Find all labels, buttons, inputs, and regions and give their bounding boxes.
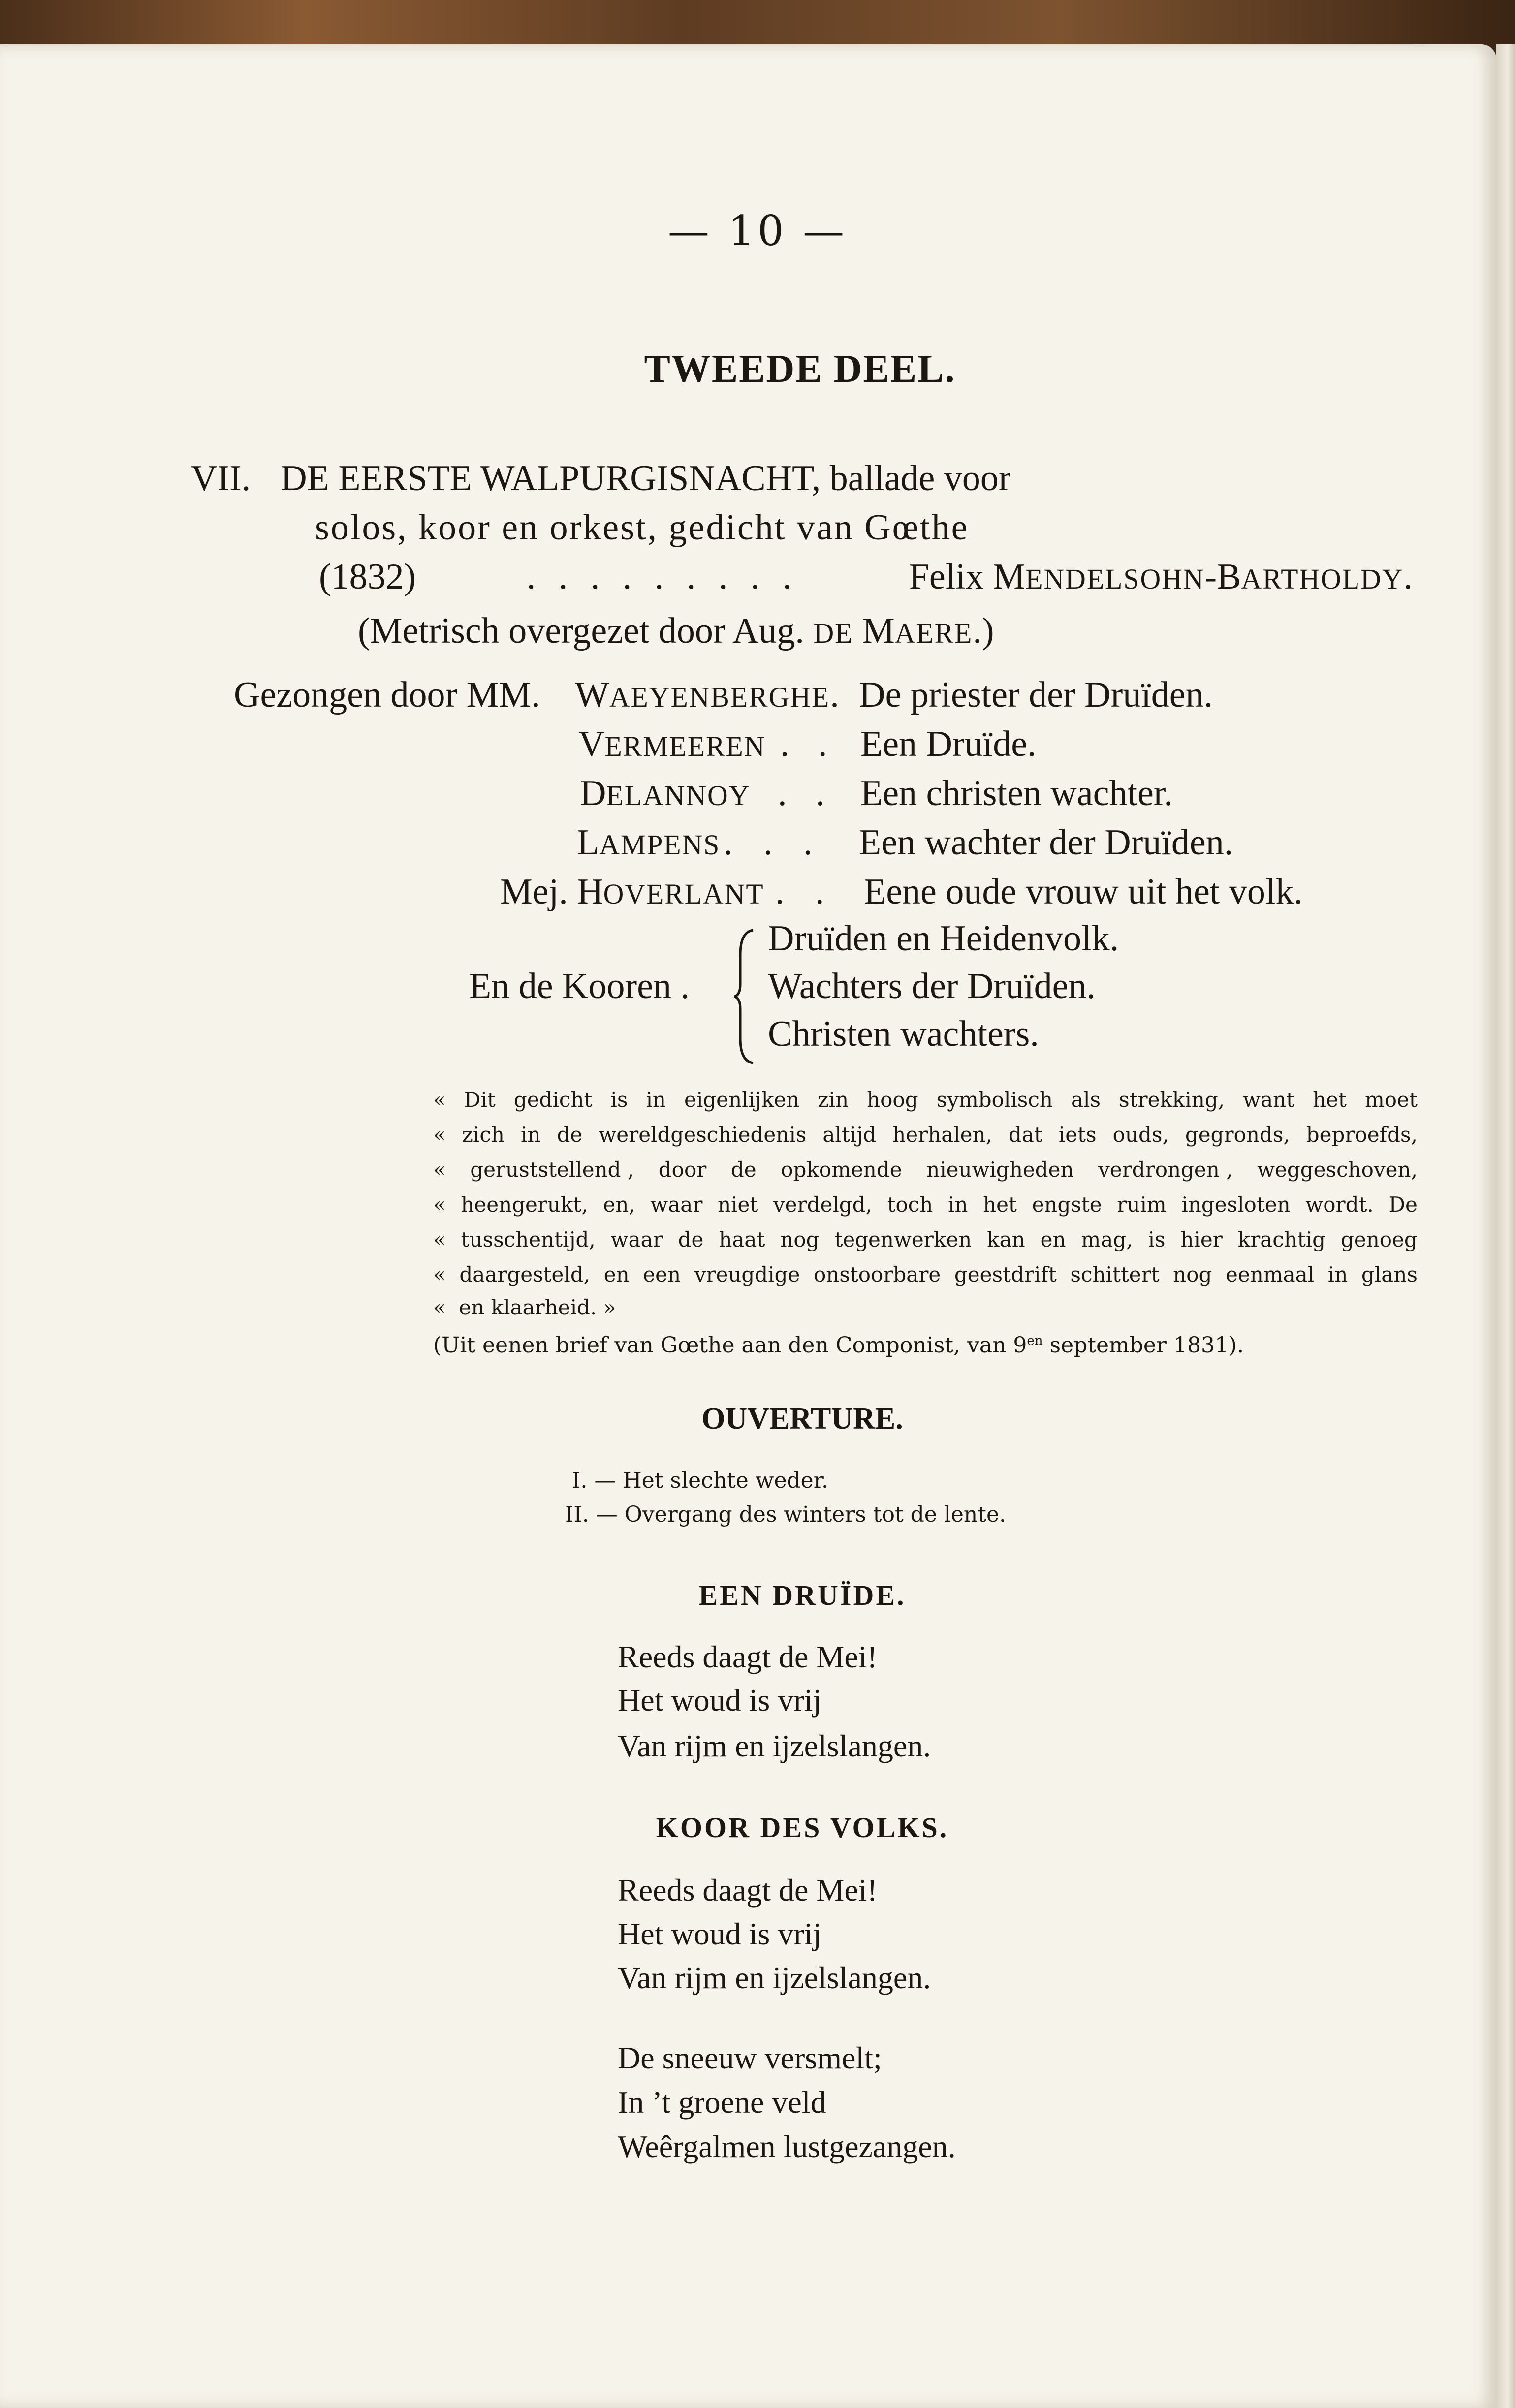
- quote-word: als: [1071, 1088, 1101, 1112]
- quote-word: Dit: [464, 1088, 496, 1112]
- choir-item: Christen wachters.: [768, 1014, 1039, 1054]
- quote-word: nieuwigheden: [926, 1157, 1074, 1182]
- singer-dots: . .: [780, 724, 837, 764]
- quote-word: is: [610, 1088, 628, 1112]
- quote-word: kan: [987, 1227, 1025, 1251]
- quote-line: [433, 1157, 1418, 1182]
- quote-word: en,: [603, 1192, 635, 1217]
- quote-word: nog: [780, 1227, 820, 1251]
- quote-word: ouds,: [1112, 1123, 1169, 1147]
- quote-word: hier: [1180, 1227, 1223, 1251]
- quote-word: «: [433, 1157, 446, 1182]
- quote-word: glans: [1361, 1262, 1418, 1286]
- work-subtitle: solos, koor en orkest, gedicht van Gœthe: [315, 507, 969, 548]
- quote-word: waar: [610, 1227, 663, 1251]
- quote-word: eenmaal: [1226, 1262, 1315, 1286]
- verse-line: Van rijm en ijzelslangen.: [618, 1960, 931, 1995]
- singer-name: LAMPENS: [577, 822, 721, 863]
- page-edge-shadow: [1496, 44, 1515, 2408]
- verse-line: Weêrgalmen lustgezangen.: [618, 2129, 956, 2164]
- quote-word: «: [433, 1192, 446, 1217]
- quote-word: mag,: [1081, 1227, 1133, 1251]
- quote-word: zich: [462, 1123, 505, 1147]
- singer-name: VERMEEREN: [578, 724, 766, 764]
- koor-heading: KOOR DES VOLKS.: [656, 1812, 949, 1844]
- quote-word: krachtig: [1237, 1227, 1326, 1251]
- quote-word: heengerukt,: [461, 1192, 588, 1217]
- quote-word: is: [1148, 1227, 1166, 1251]
- quote-word: door: [658, 1157, 707, 1182]
- leader-dots: . . . . . . . . .: [526, 557, 799, 597]
- overture-item: I. — Het slechte weder.: [572, 1468, 828, 1493]
- quote-word: wereldgeschiedenis: [599, 1123, 807, 1147]
- quote-word: in: [520, 1123, 541, 1147]
- quote-word: nog: [1173, 1262, 1212, 1286]
- choir-item: Wachters der Druïden.: [768, 966, 1096, 1006]
- quote-word: geestdrift: [954, 1262, 1057, 1286]
- singer-role: Eene oude vrouw uit het volk.: [864, 872, 1303, 912]
- quote-word: want: [1243, 1088, 1295, 1112]
- quote-word: vreugdige: [694, 1262, 800, 1286]
- singer-dots: . . .: [724, 822, 823, 863]
- work-title-line: [191, 458, 1011, 500]
- quote-word: het: [1313, 1088, 1347, 1112]
- quote-word: symbolisch: [936, 1088, 1053, 1112]
- singer-dots: . .: [778, 773, 835, 813]
- quote-word: toch: [887, 1192, 933, 1217]
- quote-line: [433, 1088, 1418, 1112]
- quote-line: « en klaarheid. »: [433, 1295, 616, 1319]
- quote-word: geruststellend ,: [470, 1157, 634, 1182]
- quote-word: schittert: [1070, 1262, 1160, 1286]
- verse-line: De sneeuw versmelt;: [618, 2040, 882, 2075]
- quote-word: «: [433, 1123, 446, 1147]
- quote-word: altijd: [822, 1123, 877, 1147]
- quote-word: de: [730, 1157, 757, 1182]
- quote-word: daargesteld,: [459, 1262, 591, 1286]
- quote-word: tegenwerken: [834, 1227, 972, 1251]
- cast-intro: Gezongen door MM.: [234, 675, 540, 715]
- singer-role: Een christen wachter.: [860, 773, 1173, 813]
- work-number: VII.: [191, 458, 251, 499]
- work-title-rest: ballade voor: [829, 458, 1011, 499]
- quote-word: wordt.: [1305, 1192, 1374, 1217]
- quote-word: de: [557, 1123, 583, 1147]
- quote-word: de: [678, 1227, 704, 1251]
- verse-line: In ’t groene veld: [618, 2085, 826, 2120]
- quote-word: tusschentijd,: [461, 1227, 596, 1251]
- druide-heading: EEN DRUÏDE.: [698, 1579, 906, 1611]
- singer-role: Een wachter der Druïden.: [859, 822, 1233, 863]
- quote-line: [433, 1262, 1418, 1286]
- quote-word: iets: [1058, 1123, 1097, 1147]
- quote-source: (Uit eenen brief van Gœthe aan den Componist, van $9^{en}$ september 1831).: [433, 1333, 1244, 1358]
- quote-word: opkomende: [781, 1157, 902, 1182]
- singer-name: DELANNOY: [580, 773, 751, 813]
- quote-word: het: [983, 1192, 1017, 1217]
- quote-word: waar: [650, 1192, 703, 1217]
- quote-word: gedicht: [513, 1088, 593, 1112]
- quote-line: [433, 1227, 1418, 1251]
- quote-word: een: [643, 1262, 681, 1286]
- quote-word: weggeschoven,: [1257, 1157, 1418, 1182]
- quote-word: genoeg: [1340, 1227, 1418, 1251]
- verse-line: Reeds daagt de Mei!: [618, 1639, 878, 1674]
- quote-word: ingesloten: [1181, 1192, 1291, 1217]
- quote-word: strekking,: [1119, 1088, 1225, 1112]
- translation-credit: (Metrisch overgezet door Aug. DE MAERE.): [358, 611, 994, 651]
- section-title: TWEEDE DEEL.: [644, 347, 956, 391]
- quote-word: dat: [1008, 1123, 1042, 1147]
- quote-word: in: [1327, 1262, 1348, 1286]
- verse-line: Het woud is vrij: [618, 1683, 822, 1718]
- quote-word: in: [947, 1192, 968, 1217]
- quote-word: verdelgd,: [773, 1192, 872, 1217]
- quote-word: engste: [1032, 1192, 1102, 1217]
- verse-line: Van rijm en ijzelslangen.: [618, 1728, 931, 1763]
- quote-word: beproefds,: [1306, 1123, 1418, 1147]
- quote-word: en: [603, 1262, 630, 1286]
- composer: Felix MENDELSOHN-BARTHOLDY.: [909, 557, 1413, 597]
- page-number: — 10 —: [667, 207, 848, 255]
- quote-line: [433, 1123, 1418, 1147]
- quote-word: haat: [719, 1227, 765, 1251]
- work-title: DE EERSTE WALPURGISNACHT,: [281, 458, 821, 499]
- quote-word: «: [433, 1088, 446, 1112]
- quote-word: hoog: [867, 1088, 918, 1112]
- quote-word: eigenlijken: [684, 1088, 800, 1112]
- quote-word: in: [646, 1088, 666, 1112]
- overture-heading: OUVERTURE.: [701, 1402, 903, 1436]
- singer-role: De priester der Druïden.: [859, 675, 1213, 715]
- quote-word: verdrongen ,: [1098, 1157, 1233, 1182]
- choir-item: Druïden en Heidenvolk.: [768, 918, 1119, 959]
- quote-word: onstoorbare: [813, 1262, 941, 1286]
- overture-item: II. — Overgang des winters tot de lente.: [565, 1502, 1006, 1527]
- verse-line: Het woud is vrij: [618, 1916, 822, 1951]
- singer-role: Een Druïde.: [860, 724, 1037, 764]
- quote-word: ruim: [1117, 1192, 1167, 1217]
- singer-name: Mej. HOVERLANT: [500, 872, 764, 912]
- quote-word: zin: [818, 1088, 849, 1112]
- verse-line: Reeds daagt de Mei!: [618, 1873, 878, 1908]
- singer-dots: . .: [775, 872, 835, 912]
- quote-word: herhalen,: [892, 1123, 992, 1147]
- quote-word: De: [1389, 1192, 1418, 1217]
- choirs-label: En de Kooren .: [469, 966, 690, 1006]
- quote-line: [433, 1192, 1418, 1217]
- brace-symbol: [733, 925, 758, 1068]
- quote-word: «: [433, 1262, 446, 1286]
- singer-name: WAEYENBERGHE.: [575, 675, 839, 715]
- work-year-line: [319, 556, 1413, 598]
- quote-word: «: [433, 1227, 446, 1251]
- quote-word: gegronds,: [1185, 1123, 1290, 1147]
- quote-word: niet: [718, 1192, 758, 1217]
- quote-word: en: [1040, 1227, 1066, 1251]
- quote-word: moet: [1364, 1088, 1418, 1112]
- work-year: (1832): [319, 557, 416, 597]
